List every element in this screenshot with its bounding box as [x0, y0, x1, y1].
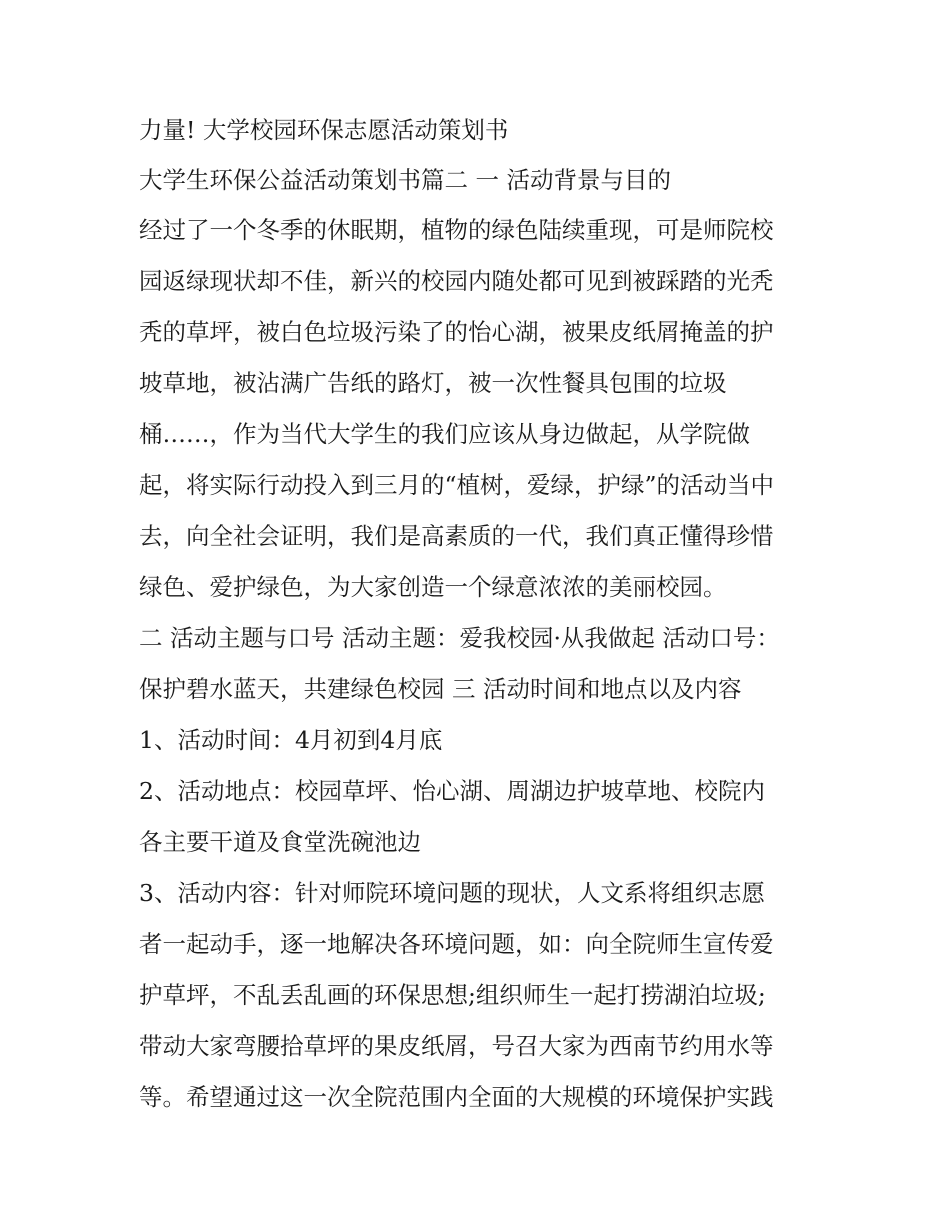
text-line: 秃的草坪，被白色垃圾污染了的怡心湖，被果皮纸屑掩盖的护: [139, 318, 774, 346]
text-line: 1、活动时间：4月初到4月底: [139, 726, 443, 754]
text-line: 去，向全社会证明，我们是高素质的一代，我们真正懂得珍惜: [139, 522, 774, 550]
text-line: 坡草地，被沾满广告纸的路灯，被一次性餐具包围的垃圾: [139, 369, 727, 397]
document-subtitle: 大学生环保公益活动策划书篇二 一 活动背景与目的: [139, 166, 671, 194]
text-line: 经过了一个冬季的休眠期，植物的绿色陆续重现，可是师院校: [139, 216, 774, 244]
text-line: 桶……，作为当代大学生的我们应该从身边做起，从学院做: [139, 420, 750, 448]
text-line: 者一起动手，逐一地解决各环境问题，如：向全院师生宣传爱: [139, 930, 774, 958]
text-line: 园返绿现状却不佳，新兴的校园内随处都可见到被踩踏的光秃: [139, 267, 774, 295]
document-title: 力量! 大学校园环保志愿活动策划书: [139, 116, 509, 144]
text-line: 3、活动内容：针对师院环境问题的现状，人文系将组织志愿: [139, 879, 765, 907]
text-line: 起，将实际行动投入到三月的“植树，爱绿，护绿”的活动当中: [139, 471, 775, 499]
text-line: 各主要干道及食堂洗碗池边: [139, 828, 421, 856]
text-line: 护草坪，不乱丢乱画的环保思想;组织师生一起打捞湖泊垃圾;: [139, 981, 766, 1009]
text-line: 带动大家弯腰拾草坪的果皮纸屑，号召大家为西南节约用水等: [139, 1032, 774, 1060]
text-line: 2、活动地点：校园草坪、怡心湖、周湖边护坡草地、校院内: [139, 777, 765, 805]
text-line: 保护碧水蓝天，共建绿色校园 三 活动时间和地点以及内容: [139, 675, 742, 703]
text-line: 绿色、爱护绿色，为大家创造一个绿意浓浓的美丽校园。: [139, 573, 727, 601]
text-line: 等。希望通过这一次全院范围内全面的大规模的环境保护实践: [139, 1083, 774, 1111]
text-line: 二 活动主题与口号 活动主题：爱我校园·从我做起 活动口号：: [139, 624, 780, 652]
